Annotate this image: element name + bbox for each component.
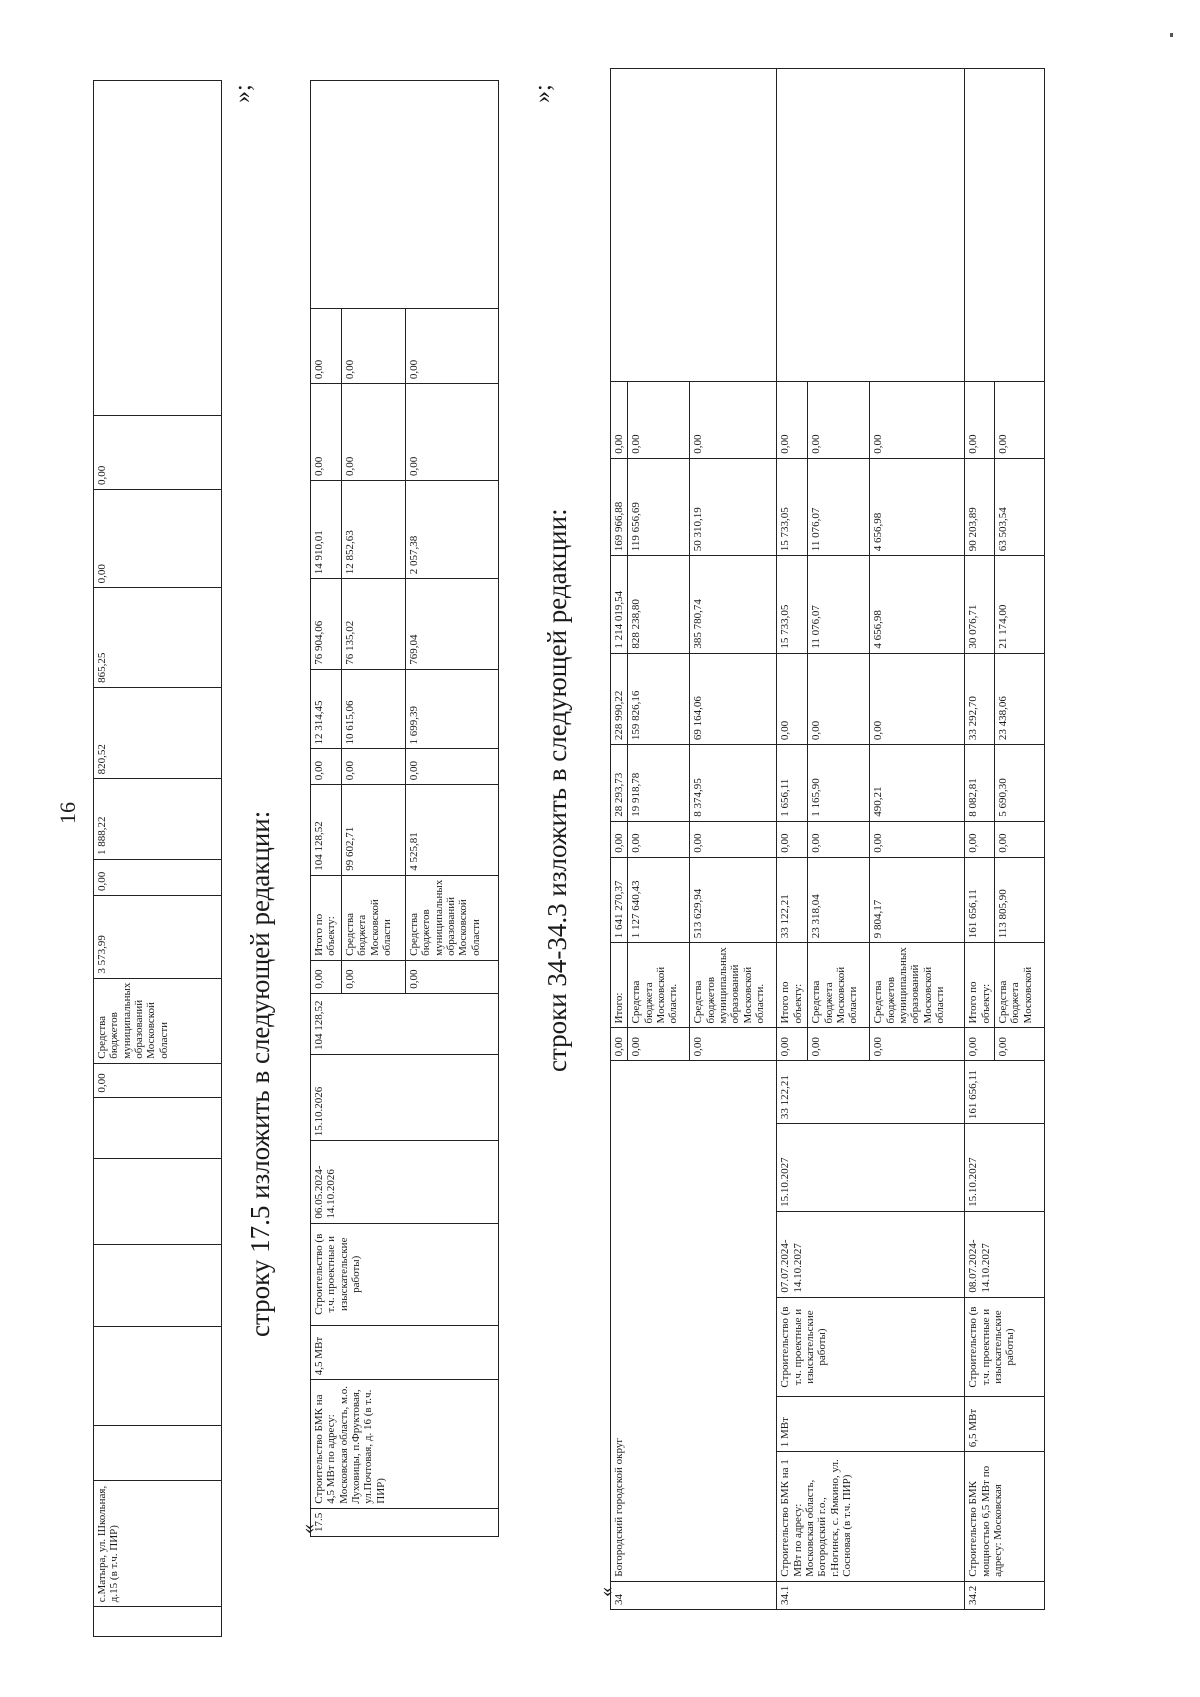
table-cell [94, 1326, 222, 1425]
page-number: 16 [55, 802, 80, 824]
cost-cell: 161 656,11 [965, 1061, 1045, 1124]
amount-cell: 228 990,22 [611, 653, 628, 745]
date-cell: 15.10.2027 [965, 1124, 1045, 1212]
amount-cell: 99 602,71 [342, 785, 406, 875]
row-number-cell: 34.2 [965, 1581, 1045, 1609]
table-cell [94, 1159, 222, 1244]
amount-cell: 0,00 [611, 382, 628, 459]
amount-cell: 0,00 [870, 382, 965, 459]
amount-cell: 113 805,90 [994, 857, 1044, 943]
amount-cell: 0,00 [808, 653, 870, 745]
zero-cell: 0,00 [870, 1028, 965, 1061]
funding-source-cell: Средства бюджетов муниципальных образований Московской области [870, 943, 965, 1028]
amount-cell: 385 780,74 [690, 556, 777, 653]
funding-source-cell: Итого по объекту: [777, 943, 808, 1028]
amount-cell: 33 122,21 [777, 857, 808, 943]
amount-cell: 12 314,45 [311, 669, 342, 749]
row-number-cell: 34 [611, 1581, 777, 1609]
amount-cell: 0,00 [808, 821, 870, 857]
cost-cell: 104 128,52 [311, 993, 499, 1054]
amount-cell: 0,00 [628, 821, 690, 857]
period-cell: 07.07.2024-14.10.2027 [777, 1211, 965, 1297]
amount-cell: 0,00 [406, 749, 499, 785]
funding-source-cell: Средства бюджетов муниципальных образований Московской области [406, 875, 499, 960]
section-heading-34: строки 34-34.3 изложить в следующей редакции: [542, 508, 572, 1072]
zero-cell: 0,00 [611, 1028, 628, 1061]
amount-cell: 0,00 [342, 308, 406, 384]
amount-cell: 63 503,54 [994, 458, 1044, 555]
amount-cell: 1 888,22 [94, 779, 222, 860]
amount-cell: 8 082,81 [965, 745, 995, 822]
object-name-cell: Строительство БМК на 4,5 МВт по адресу: Московская область, м.о. Луховицы, п.Фруктовая, ул.Почтовая, д. 16 (в т.ч. ПИР) [311, 1380, 499, 1508]
amount-cell: 4 656,98 [870, 458, 965, 555]
zero-cell: 0,00 [777, 1028, 808, 1061]
zero-cell: 0,00 [94, 1063, 222, 1097]
amount-cell: 8 374,95 [690, 745, 777, 822]
funding-source-cell: Средства бюджета Московской области. [628, 943, 690, 1028]
zero-cell: 0,00 [965, 1028, 995, 1061]
amount-cell: 0,00 [777, 653, 808, 745]
cost-cell: 33 122,21 [777, 1061, 965, 1124]
amount-cell: 159 826,16 [628, 653, 690, 745]
amount-cell: 10 615,06 [342, 669, 406, 749]
funding-source-cell: Средства бюджетов муниципальных образований Московской области [94, 978, 222, 1063]
amount-cell: 1 699,39 [406, 669, 499, 749]
table-cell [965, 69, 1045, 382]
table-cell [94, 1426, 222, 1481]
closing-quote: »; [230, 84, 256, 103]
table-cell [311, 81, 499, 309]
amount-cell: 76 904,06 [311, 579, 342, 669]
amount-cell: 0,00 [342, 749, 406, 785]
amount-cell: 0,00 [777, 821, 808, 857]
amount-cell: 0,00 [94, 489, 222, 587]
opening-quote: « [595, 1587, 617, 1597]
amount-cell: 3 573,99 [94, 895, 222, 978]
amount-cell: 0,00 [311, 384, 342, 481]
amount-cell: 0,00 [690, 821, 777, 857]
amount-cell: 828 238,80 [628, 556, 690, 653]
amount-cell: 0,00 [870, 653, 965, 745]
opening-quote: « [297, 1524, 319, 1534]
table-cell [94, 1244, 222, 1326]
amount-cell: 0,00 [994, 382, 1044, 459]
amount-cell: 0,00 [870, 821, 965, 857]
amount-cell: 23 318,04 [808, 857, 870, 943]
amount-cell: 1 165,90 [808, 745, 870, 822]
amount-cell: 11 076,07 [808, 458, 870, 555]
amount-cell: 865,25 [94, 588, 222, 687]
amount-cell: 1 214 019,54 [611, 556, 628, 653]
section-heading-17-5: строку 17.5 изложить в следующей редакции: [245, 810, 275, 1337]
amount-cell: 0,00 [611, 821, 628, 857]
amount-cell: 4 656,98 [870, 556, 965, 653]
funding-source-cell: Средства бюджета Московской области [342, 875, 406, 960]
zero-cell: 0,00 [311, 960, 342, 993]
amount-cell: 76 135,02 [342, 579, 406, 669]
zero-cell: 0,00 [628, 1028, 690, 1061]
amount-cell: 0,00 [94, 416, 222, 490]
object-address-cell: с.Матыра, ул. Школьная, д.15 (в т.ч. ПИР) [94, 1480, 222, 1606]
amount-cell: 21 174,00 [994, 556, 1044, 653]
amount-cell: 513 629,94 [690, 857, 777, 943]
amount-cell: 769,04 [406, 579, 499, 669]
object-name-cell: Строительство БМК на 1 МВт по адресу: Московская область, Богородский г.о., г.Ногинск, с. Ямкино, ул. Сосновая (в т.ч. ПИР) [777, 1452, 965, 1582]
amount-cell: 50 310,19 [690, 458, 777, 555]
zero-cell: 0,00 [406, 960, 499, 993]
scan-speck [1170, 33, 1173, 37]
amount-cell: 5 690,30 [994, 745, 1044, 822]
amount-cell: 12 852,63 [342, 481, 406, 579]
amount-cell: 0,00 [965, 382, 995, 459]
amount-cell: 4 525,81 [406, 785, 499, 875]
table-cell [611, 69, 777, 382]
object-name-cell: Строительство БМК мощностью 6,5 МВт по адресу: Московская [965, 1452, 1045, 1582]
period-cell: 08.07.2024-14.10.2027 [965, 1211, 1045, 1297]
table-cell [777, 69, 965, 382]
closing-quote: »; [530, 84, 556, 103]
row-number-cell: 34.1 [777, 1581, 965, 1609]
amount-cell: 169 966,88 [611, 458, 628, 555]
amount-cell: 119 656,69 [628, 458, 690, 555]
funding-source-cell: Итого по объекту: [311, 875, 342, 960]
table-cell [94, 1607, 222, 1637]
amount-cell: 30 076,71 [965, 556, 995, 653]
amount-cell: 1 656,11 [777, 745, 808, 822]
zero-cell: 0,00 [994, 1028, 1044, 1061]
amount-cell: 1 127 640,43 [628, 857, 690, 943]
district-name-cell: Богородский городской округ [611, 1061, 777, 1581]
date-cell: 15.10.2027 [777, 1124, 965, 1212]
amount-cell: 104 128,52 [311, 785, 342, 875]
amount-cell: 15 733,05 [777, 556, 808, 653]
zero-cell: 0,00 [808, 1028, 870, 1061]
table-row-17-5 [310, 80, 499, 1537]
work-type-cell: Строительство (в т.ч. проектные и изыскательские работы) [311, 1223, 499, 1325]
table-cell [94, 81, 222, 416]
work-type-cell: Строительство (в т.ч. проектные и изыскательские работы) [965, 1297, 1045, 1397]
amount-cell: 0,00 [406, 308, 499, 384]
amount-cell: 0,00 [94, 860, 222, 896]
amount-cell: 0,00 [777, 382, 808, 459]
amount-cell: 820,52 [94, 687, 222, 779]
amount-cell: 23 438,06 [994, 653, 1044, 745]
amount-cell: 0,00 [965, 821, 995, 857]
power-cell: 4,5 МВт [311, 1325, 499, 1379]
amount-cell: 161 656,11 [965, 857, 995, 943]
work-type-cell: Строительство (в т.ч. проектные и изыскательские работы) [777, 1297, 965, 1397]
amount-cell: 0,00 [628, 382, 690, 459]
period-cell: 06.05.2024-14.10.2026 [311, 1141, 499, 1223]
amount-cell: 0,00 [311, 308, 342, 384]
row-number-cell: 17.5 [311, 1508, 499, 1536]
amount-cell: 0,00 [994, 821, 1044, 857]
table-cell [94, 1097, 222, 1159]
power-cell: 6,5 МВт [965, 1397, 1045, 1452]
amount-cell: 69 164,06 [690, 653, 777, 745]
amount-cell: 14 910,01 [311, 481, 342, 579]
amount-cell: 2 057,38 [406, 481, 499, 579]
amount-cell: 9 804,17 [870, 857, 965, 943]
table-continuation [93, 80, 222, 1637]
amount-cell: 28 293,73 [611, 745, 628, 822]
amount-cell: 0,00 [690, 382, 777, 459]
zero-cell: 0,00 [342, 960, 406, 993]
funding-source-cell: Средства бюджета Московской [994, 943, 1044, 1028]
amount-cell: 0,00 [406, 384, 499, 481]
funding-source-cell: Средства бюджета Московской области [808, 943, 870, 1028]
funding-source-cell: Средства бюджетов муниципальных образований Московской области. [690, 943, 777, 1028]
table-rows-34 [610, 68, 1045, 1610]
amount-cell: 15 733,05 [777, 458, 808, 555]
zero-cell: 0,00 [690, 1028, 777, 1061]
amount-cell: 1 641 270,37 [611, 857, 628, 943]
power-cell: 1 МВт [777, 1397, 965, 1452]
amount-cell: 11 076,07 [808, 556, 870, 653]
amount-cell: 0,00 [808, 382, 870, 459]
amount-cell: 490,21 [870, 745, 965, 822]
amount-cell: 33 292,70 [965, 653, 995, 745]
date-cell: 15.10.2026 [311, 1055, 499, 1141]
amount-cell: 90 203,89 [965, 458, 995, 555]
amount-cell: 19 918,78 [628, 745, 690, 822]
amount-cell: 0,00 [342, 384, 406, 481]
amount-cell: 0,00 [311, 749, 342, 785]
funding-source-cell: Итого по объекту: [965, 943, 995, 1028]
funding-source-cell: Итого: [611, 943, 628, 1028]
